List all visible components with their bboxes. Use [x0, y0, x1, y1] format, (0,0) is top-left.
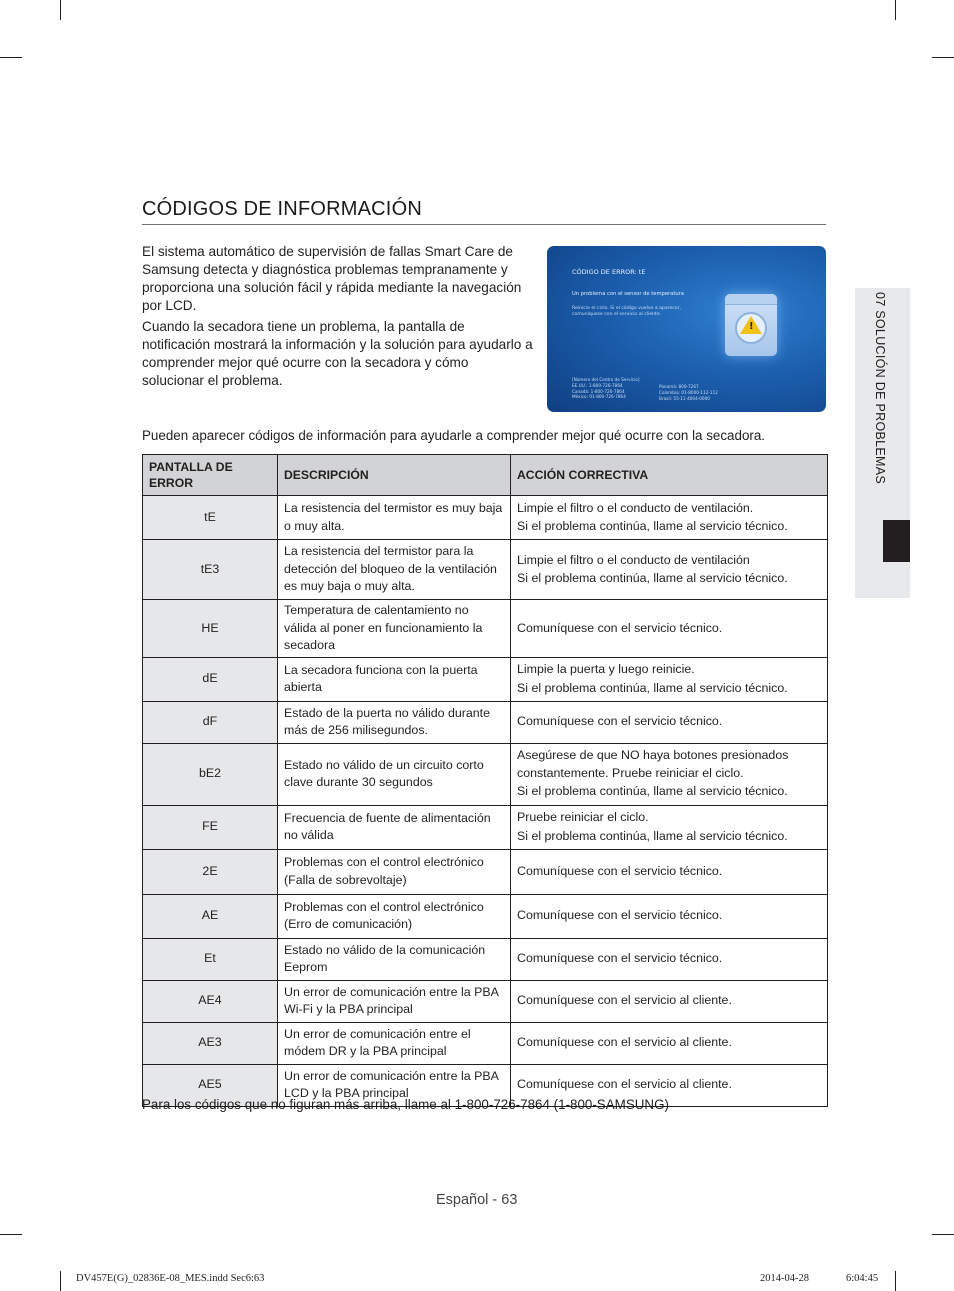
table-row: [143, 600, 828, 658]
service-co: Colombia: 01-8000-112-112: [659, 389, 718, 395]
action-line: Limpie el filtro o el conducto de ventilación.: [517, 500, 754, 515]
action-line: Comuníquese con el servicio técnico.: [517, 908, 723, 923]
service-br: Brasil: 55-11-4004-0000: [659, 395, 710, 401]
action-line: Comuníquese con el servicio al cliente.: [517, 993, 732, 1008]
action-cell: [511, 894, 828, 938]
action-line: Comuníquese con el servicio técnico.: [517, 620, 723, 635]
table-row: [143, 980, 828, 1022]
action-line: Asegúrese de que NO haya botones presionados constantemente. Pruebe reiniciar el ciclo.: [517, 748, 789, 780]
crop-mark: [895, 0, 896, 20]
error-code-cell: AE3: [143, 1022, 278, 1064]
table-row: [143, 894, 828, 938]
screen-service-numbers-2: [659, 384, 718, 401]
error-code-cell: dF: [143, 701, 278, 743]
action-cell: [511, 805, 828, 849]
error-code-cell: tE: [143, 496, 278, 540]
screen-error-title: CÓDIGO DE ERROR: tE: [572, 268, 646, 276]
intro-paragraph-2: Cuando la secadora tiene un problema, la pantalla de notificación mostrará la información y la solución para ayudarlo a comprender mejor qué ocurre con la secadora y cómo solucionar el problema.: [142, 319, 533, 388]
table-row: [143, 743, 828, 805]
table-row: [143, 540, 828, 600]
table-row: [143, 849, 828, 894]
intro-paragraph-1: El sistema automático de supervisión de fallas Smart Care de Samsung detecta y diagnóstica problemas tempranamente y proporciona una solución fácil y rápida mediante la navegación por LCD.: [142, 244, 522, 313]
crop-mark: [932, 57, 954, 58]
action-line: Comuníquese con el servicio técnico.: [517, 714, 723, 729]
slug-time: 6:04:45: [846, 1273, 879, 1284]
description-cell: Estado no válido de un circuito corto clave durante 30 segundos: [278, 743, 511, 805]
service-header: [Número del Centro de Servicio]: [572, 377, 640, 382]
header-error-display: PANTALLA DE ERROR: [143, 455, 278, 496]
error-code-cell: bE2: [143, 743, 278, 805]
description-cell: Frecuencia de fuente de alimentación no válida: [278, 805, 511, 849]
action-cell: [511, 743, 828, 805]
action-line: Si el problema continúa, llame al servicio técnico.: [517, 680, 788, 695]
description-cell: Un error de comunicación entre la PBA Wi-Fi y la PBA principal: [278, 980, 511, 1022]
slug-file: DV457E(G)_02836E-08_MES.indd Sec6:63: [76, 1273, 265, 1284]
action-line: Comuníquese con el servicio técnico.: [517, 863, 723, 878]
description-cell: La resistencia del termistor es muy baja o muy alta.: [278, 496, 511, 540]
screen-error-message: Un problema con el sensor de temperatura: [572, 291, 684, 297]
error-code-cell: tE3: [143, 540, 278, 600]
description-cell: Estado no válido de la comunicación Eeprom: [278, 938, 511, 980]
action-line: Comuníquese con el servicio al cliente.: [517, 1035, 732, 1050]
side-tab-marker: [883, 520, 910, 562]
crop-mark: [0, 1234, 22, 1235]
header-corrective-action: ACCIÓN CORRECTIVA: [511, 455, 828, 496]
error-code-cell: AE: [143, 894, 278, 938]
action-cell: [511, 1022, 828, 1064]
section-side-tab: [855, 288, 910, 598]
action-cell: [511, 600, 828, 658]
table-lead-text: Pueden aparecer códigos de información para ayudarle a comprender mejor qué ocurre con la secadora.: [142, 428, 766, 443]
info-codes-table: [142, 454, 828, 1107]
description-cell: La resistencia del termistor para la detección del bloqueo de la ventilación es muy baja o muy alta.: [278, 540, 511, 600]
action-cell: [511, 701, 828, 743]
description-cell: Problemas con el control electrónico (Erro de comunicación): [278, 894, 511, 938]
page-number: Español - 63: [436, 1192, 518, 1208]
action-line: Limpie la puerta y luego reinicie.: [517, 662, 695, 676]
table-row: [143, 1022, 828, 1064]
page-title: CÓDIGOS DE INFORMACIÓN: [142, 198, 826, 225]
service-pa: Panamá: 800-7267: [659, 384, 699, 389]
side-tab-label: 07 SOLUCIÓN DE PROBLEMAS: [873, 292, 887, 484]
description-cell: Temperatura de calentamiento no válida al poner en funcionamiento la secadora: [278, 600, 511, 658]
header-description: DESCRIPCIÓN: [278, 455, 511, 496]
intro-text: [142, 243, 534, 393]
table-header-row: [143, 455, 828, 496]
description-cell: La secadora funciona con la puerta abierta: [278, 657, 511, 701]
table-row: [143, 701, 828, 743]
crop-mark: [0, 57, 22, 58]
action-cell: [511, 849, 828, 894]
action-line: Comuníquese con el servicio técnico.: [517, 951, 723, 966]
action-line: Comuníquese con el servicio al cliente.: [517, 1077, 732, 1092]
action-line: Si el problema continúa, llame al servicio técnico.: [517, 784, 788, 799]
description-cell: Estado de la puerta no válido durante más de 256 milisegundos.: [278, 701, 511, 743]
action-cell: [511, 938, 828, 980]
table-row: [143, 805, 828, 849]
crop-mark: [60, 1271, 61, 1291]
table-row: [143, 496, 828, 540]
table-row: [143, 657, 828, 701]
action-cell: [511, 496, 828, 540]
action-cell: [511, 540, 828, 600]
footnote: Para los códigos que no figuran más arriba, llame al 1-800-726-7864 (1-800-SAMSUNG): [142, 1097, 669, 1112]
lcd-error-screen-illustration: CÓDIGO DE ERROR: tE Un problema con el sensor de temperatura Reinicie el ciclo. Si el código vuelve a aparecer, comuníquese con el servicio al cliente. ! [Número del Centro de Servicio] EE.UU.: 1-800-726-7864 Canadá: 1-800-726-7864 México: 01-800-726-7864 Panamá: 800-7267 Colombia: 01-8000-112-112 Brasil: 55-11-4004-0000: [547, 246, 826, 412]
error-code-cell: FE: [143, 805, 278, 849]
table-row: [143, 938, 828, 980]
slug-date: 2014-04-28: [760, 1273, 809, 1284]
crop-mark: [60, 0, 61, 20]
error-code-cell: Et: [143, 938, 278, 980]
service-us: EE.UU.: 1-800-726-7864: [572, 382, 623, 388]
screen-service-numbers: [572, 377, 639, 400]
screen-error-instructions: Reinicie el ciclo. Si el código vuelve a aparecer, comuníquese con el servicio al cliente.: [572, 306, 681, 317]
crop-mark: [895, 1271, 896, 1291]
crop-mark: [932, 1234, 954, 1235]
action-line: Si el problema continúa, llame al servicio técnico.: [517, 571, 788, 585]
action-line: Si el problema continúa, llame al servicio técnico.: [517, 519, 788, 533]
action-line: Pruebe reiniciar el ciclo.: [517, 810, 649, 824]
action-cell: [511, 657, 828, 701]
service-ca: Canadá: 1-800-726-7864: [572, 388, 625, 394]
description-cell: Un error de comunicación entre la PBA LCD y la PBA principal: [278, 1064, 511, 1106]
error-code-cell: 2E: [143, 849, 278, 894]
description-cell: Un error de comunicación entre el módem DR y la PBA principal: [278, 1022, 511, 1064]
description-cell: Problemas con el control electrónico (Falla de sobrevoltaje): [278, 849, 511, 894]
action-cell: [511, 980, 828, 1022]
error-code-cell: HE: [143, 600, 278, 658]
error-code-cell: AE4: [143, 980, 278, 1022]
service-mx: México: 01-800-726-7864: [572, 394, 626, 400]
action-line: Limpie el filtro o el conducto de ventilación: [517, 552, 750, 567]
error-code-cell: dE: [143, 657, 278, 701]
action-line: Si el problema continúa, llame al servicio técnico.: [517, 828, 788, 843]
error-code-cell: AE5: [143, 1064, 278, 1106]
